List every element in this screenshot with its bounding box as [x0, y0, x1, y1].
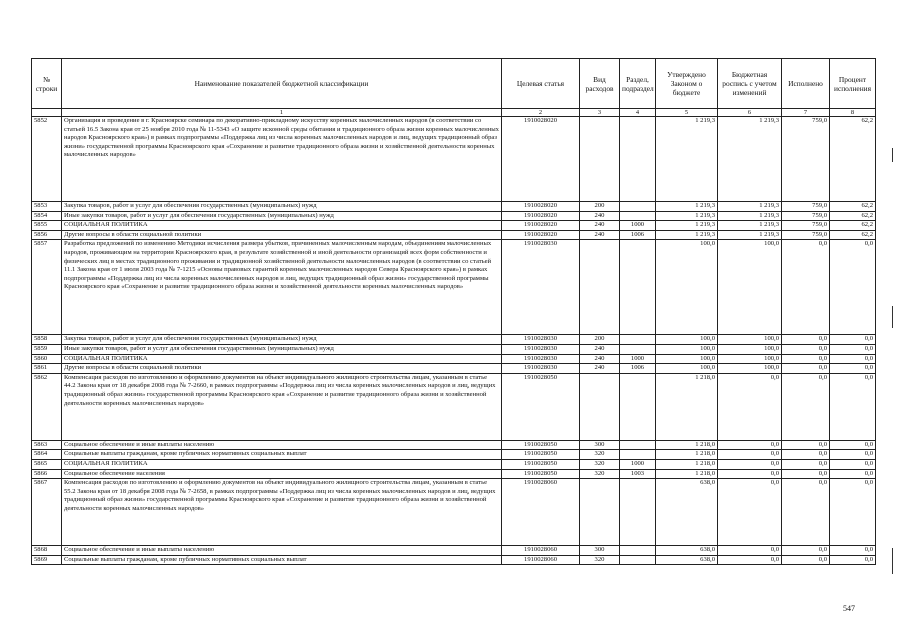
expense-kind: 300: [580, 440, 620, 450]
row-number: 5862: [32, 373, 62, 440]
row-number: 5858: [32, 335, 62, 345]
executed-amount: 0,0: [782, 546, 830, 556]
header-budget-list: Бюджетная роспись с учетом изменений: [718, 59, 782, 109]
percent-executed: 62,2: [830, 202, 876, 212]
row-name: Социальное обеспечение населения: [62, 469, 502, 479]
page-number: 547: [843, 604, 855, 613]
row-name: Закупка товаров, работ и услуг для обеспечения государственных (муниципальных) нужд: [62, 335, 502, 345]
target-article: 1910028050: [502, 440, 580, 450]
approved-amount: 638,0: [656, 546, 718, 556]
column-number: 6: [718, 109, 782, 117]
percent-executed: 0,0: [830, 373, 876, 440]
expense-kind: 300: [580, 546, 620, 556]
section-code: 1000: [620, 459, 656, 469]
expense-kind: 200: [580, 335, 620, 345]
target-article: 1910028030: [502, 335, 580, 345]
expense-kind: 240: [580, 364, 620, 374]
percent-executed: 0,0: [830, 459, 876, 469]
approved-amount: 1 218,0: [656, 450, 718, 460]
approved-amount: 1 218,0: [656, 440, 718, 450]
row-number: 5868: [32, 546, 62, 556]
header-approved: Утверждено Законом о бюджете: [656, 59, 718, 109]
budget-amount: 0,0: [718, 546, 782, 556]
approved-amount: 100,0: [656, 240, 718, 335]
section-code: 1006: [620, 230, 656, 240]
row-name: Организация и проведение в г. Красноярске семинара по декоративно-прикладному искусству коренных малочисленных народов (в соответствии со статьей 16.5 Закона края от 25 ноября 2010 года № 11-5343 «О защите исконной среды обитания и традиционного образа жизни коренных малочисленных народов Красноярского края») в рамках подпрограммы «Поддержка лиц из числа коренных малочисленных народов и лиц, ведущих традиционный образ жизни» государственной программы Красноярского края «Сохранение и развитие традиционного образа жизни и хозяйственной деятельности коренных малочисленных народов»: [62, 117, 502, 202]
approved-amount: 100,0: [656, 335, 718, 345]
budget-amount: 1 219,3: [718, 230, 782, 240]
approved-amount: 1 218,0: [656, 459, 718, 469]
table-row: [32, 354, 876, 364]
expense-kind: 240: [580, 221, 620, 231]
expense-kind: 320: [580, 555, 620, 565]
expense-kind: [580, 117, 620, 202]
budget-amount: 0,0: [718, 479, 782, 546]
table-row: [32, 440, 876, 450]
approved-amount: 1 218,0: [656, 373, 718, 440]
table-row: [32, 344, 876, 354]
row-name: Иные закупки товаров, работ и услуг для обеспечения государственных (муниципальных) нужд: [62, 344, 502, 354]
budget-amount: 100,0: [718, 364, 782, 374]
target-article: 1910028050: [502, 459, 580, 469]
percent-executed: 0,0: [830, 450, 876, 460]
header-target: Целевая статья: [502, 59, 580, 109]
target-article: 1910028030: [502, 364, 580, 374]
table-row: [32, 230, 876, 240]
budget-amount: 0,0: [718, 469, 782, 479]
percent-executed: 0,0: [830, 469, 876, 479]
approved-amount: 1 219,3: [656, 230, 718, 240]
scan-margin-mark: [892, 548, 893, 574]
target-article: 1910028020: [502, 117, 580, 202]
budget-amount: 1 219,3: [718, 221, 782, 231]
approved-amount: 1 219,3: [656, 211, 718, 221]
executed-amount: 0,0: [782, 373, 830, 440]
row-name: Другие вопросы в области социальной политики: [62, 230, 502, 240]
section-code: [620, 440, 656, 450]
percent-executed: 0,0: [830, 555, 876, 565]
section-code: [620, 344, 656, 354]
approved-amount: 1 219,3: [656, 202, 718, 212]
target-article: 1910028060: [502, 546, 580, 556]
header-kind: Вид расходов: [580, 59, 620, 109]
section-code: [620, 117, 656, 202]
percent-executed: 0,0: [830, 479, 876, 546]
approved-amount: 1 218,0: [656, 469, 718, 479]
executed-amount: 0,0: [782, 459, 830, 469]
row-name: Социальные выплаты гражданам, кроме публичных нормативных социальных выплат: [62, 555, 502, 565]
row-name: Социальные выплаты гражданам, кроме публичных нормативных социальных выплат: [62, 450, 502, 460]
row-name: Социальное обеспечение и иные выплаты населению: [62, 440, 502, 450]
row-number: 5854: [32, 211, 62, 221]
table-row: [32, 364, 876, 374]
approved-amount: 100,0: [656, 354, 718, 364]
approved-amount: 100,0: [656, 344, 718, 354]
percent-executed: 0,0: [830, 240, 876, 335]
row-name: СОЦИАЛЬНАЯ ПОЛИТИКА: [62, 459, 502, 469]
table-row: [32, 202, 876, 212]
section-code: [620, 211, 656, 221]
row-number: 5866: [32, 469, 62, 479]
row-name: Разработка предложений по изменению Методики исчисления размера убытков, причиненных малочисленным народам, объединениям малочисленных народов, проживающим на территории Красноярского края, в результате хозяйственной и иной деятельности организаций всех форм собственности и физических лиц в местах традиционного проживания и традиционной хозяйственной деятельности малочисленных народов (в соответствии со статьей 11.1 Закона края от 1 июля 2003 года № 7-1215 «Основы правовых гарантий коренных малочисленных народов Севера Красноярского края») в рамках подпрограммы «Поддержка лиц из числа коренных малочисленных народов и лиц, ведущих традиционный образ жизни» государственной программы Красноярского края «Сохранение и развитие традиционного образа жизни и хозяйственной деятельности коренных малочисленных народов»: [62, 240, 502, 335]
executed-amount: 759,0: [782, 211, 830, 221]
executed-amount: 759,0: [782, 230, 830, 240]
executed-amount: 759,0: [782, 202, 830, 212]
section-code: [620, 450, 656, 460]
row-number: 5859: [32, 344, 62, 354]
expense-kind: 320: [580, 450, 620, 460]
target-article: 1910028050: [502, 450, 580, 460]
header-executed: Исполнено: [782, 59, 830, 109]
section-code: [620, 240, 656, 335]
percent-executed: 0,0: [830, 546, 876, 556]
table-row: [32, 479, 876, 546]
executed-amount: 0,0: [782, 479, 830, 546]
section-code: [620, 202, 656, 212]
budget-amount: 1 219,3: [718, 202, 782, 212]
executed-amount: 0,0: [782, 335, 830, 345]
table-row: [32, 221, 876, 231]
section-code: [620, 555, 656, 565]
row-name: СОЦИАЛЬНАЯ ПОЛИТИКА: [62, 221, 502, 231]
table-row: [32, 373, 876, 440]
row-name: Закупка товаров, работ и услуг для обеспечения государственных (муниципальных) нужд: [62, 202, 502, 212]
expense-kind: 240: [580, 211, 620, 221]
expense-kind: 240: [580, 230, 620, 240]
executed-amount: 0,0: [782, 440, 830, 450]
expense-kind: 320: [580, 459, 620, 469]
row-number: 5853: [32, 202, 62, 212]
row-number: 5869: [32, 555, 62, 565]
target-article: 1910028030: [502, 344, 580, 354]
column-number: [32, 109, 62, 117]
row-name: Другие вопросы в области социальной политики: [62, 364, 502, 374]
executed-amount: 759,0: [782, 221, 830, 231]
budget-amount: 100,0: [718, 335, 782, 345]
table-row: [32, 240, 876, 335]
target-article: 1910028020: [502, 230, 580, 240]
expense-kind: 320: [580, 469, 620, 479]
budget-amount: 0,0: [718, 440, 782, 450]
percent-executed: 0,0: [830, 335, 876, 345]
section-code: 1000: [620, 221, 656, 231]
executed-amount: 0,0: [782, 555, 830, 565]
row-name: Компенсация расходов по изготовлению и оформлению документов на объект индивидуального жилищного строительства лицам, указанным в статье 55.2 Закона края от 18 декабря 2008 года № 7-2658, в рамках подпрограммы «Поддержка лиц из числа коренных малочисленных народов и лиц, ведущих традиционный образ жизни» государственной программы Красноярского края «Сохранение и развитие традиционного образа жизни и хозяйственной деятельности коренных малочисленных народов»: [62, 479, 502, 546]
approved-amount: 1 219,3: [656, 221, 718, 231]
column-number: 3: [580, 109, 620, 117]
executed-amount: 0,0: [782, 354, 830, 364]
expense-kind: 240: [580, 354, 620, 364]
budget-amount: 100,0: [718, 354, 782, 364]
target-article: 1910028030: [502, 354, 580, 364]
executed-amount: 0,0: [782, 364, 830, 374]
scan-margin-mark: [892, 148, 893, 162]
header-row-no: № строки: [32, 59, 62, 109]
table-row: [32, 450, 876, 460]
table-row: [32, 469, 876, 479]
column-number: 7: [782, 109, 830, 117]
row-number: 5865: [32, 459, 62, 469]
row-number: 5856: [32, 230, 62, 240]
table-row: [32, 211, 876, 221]
budget-amount: 100,0: [718, 344, 782, 354]
table-row: [32, 335, 876, 345]
percent-executed: 62,2: [830, 221, 876, 231]
percent-executed: 62,2: [830, 230, 876, 240]
budget-amount: 0,0: [718, 459, 782, 469]
approved-amount: 638,0: [656, 479, 718, 546]
row-name: Социальное обеспечение и иные выплаты населению: [62, 546, 502, 556]
percent-executed: 62,2: [830, 117, 876, 202]
budget-amount: 0,0: [718, 373, 782, 440]
row-number: 5867: [32, 479, 62, 546]
target-article: 1910028050: [502, 373, 580, 440]
executed-amount: 0,0: [782, 450, 830, 460]
column-number: 1: [62, 109, 502, 117]
executed-amount: 759,0: [782, 117, 830, 202]
approved-amount: 638,0: [656, 555, 718, 565]
budget-report-page: [31, 58, 875, 565]
target-article: 1910028020: [502, 221, 580, 231]
target-article: 1910028050: [502, 469, 580, 479]
section-code: [620, 335, 656, 345]
executed-amount: 0,0: [782, 344, 830, 354]
section-code: [620, 546, 656, 556]
table-row: [32, 546, 876, 556]
budget-amount: 100,0: [718, 240, 782, 335]
section-code: 1000: [620, 354, 656, 364]
column-number: 4: [620, 109, 656, 117]
target-article: 1910028030: [502, 240, 580, 335]
budget-amount: 0,0: [718, 555, 782, 565]
header-name: Наименование показателей бюджетной классификации: [62, 59, 502, 109]
column-number: 2: [502, 109, 580, 117]
header-section: Раздел, подраздел: [620, 59, 656, 109]
percent-executed: 0,0: [830, 354, 876, 364]
row-number: 5860: [32, 354, 62, 364]
row-number: 5855: [32, 221, 62, 231]
table-row: [32, 555, 876, 565]
approved-amount: 1 219,3: [656, 117, 718, 202]
percent-executed: 0,0: [830, 344, 876, 354]
expense-kind: [580, 479, 620, 546]
column-number: 8: [830, 109, 876, 117]
executed-amount: 0,0: [782, 240, 830, 335]
row-number: 5863: [32, 440, 62, 450]
expense-kind: [580, 240, 620, 335]
target-article: 1910028060: [502, 479, 580, 546]
expense-kind: [580, 373, 620, 440]
budget-amount: 1 219,3: [718, 117, 782, 202]
scan-margin-mark: [892, 306, 893, 328]
row-name: Иные закупки товаров, работ и услуг для обеспечения государственных (муниципальных) нужд: [62, 211, 502, 221]
table-row: [32, 117, 876, 202]
table-row: [32, 459, 876, 469]
budget-amount: 0,0: [718, 450, 782, 460]
section-code: [620, 479, 656, 546]
percent-executed: 0,0: [830, 364, 876, 374]
budget-table: [31, 58, 876, 565]
column-number: 5: [656, 109, 718, 117]
row-number: 5861: [32, 364, 62, 374]
section-code: [620, 373, 656, 440]
percent-executed: 0,0: [830, 440, 876, 450]
row-number: 5864: [32, 450, 62, 460]
target-article: 1910028060: [502, 555, 580, 565]
header-percent: Процент исполнения: [830, 59, 876, 109]
percent-executed: 62,2: [830, 211, 876, 221]
budget-amount: 1 219,3: [718, 211, 782, 221]
approved-amount: 100,0: [656, 364, 718, 374]
row-number: 5857: [32, 240, 62, 335]
section-code: 1003: [620, 469, 656, 479]
row-name: Компенсация расходов по изготовлению и оформлению документов на объект индивидуального жилищного строительства лицам, указанным в статье 44.2 Закона края от 18 декабря 2008 года № 7-2660, в рамках подпрограммы «Поддержка лиц из числа коренных малочисленных народов и лиц, ведущих традиционный образ жизни» государственной программы Красноярского края «Сохранение и развитие традиционного образа жизни и хозяйственной деятельности коренных малочисленных народов»: [62, 373, 502, 440]
row-name: СОЦИАЛЬНАЯ ПОЛИТИКА: [62, 354, 502, 364]
section-code: 1006: [620, 364, 656, 374]
target-article: 1910028020: [502, 202, 580, 212]
row-number: 5852: [32, 117, 62, 202]
expense-kind: 240: [580, 344, 620, 354]
target-article: 1910028020: [502, 211, 580, 221]
expense-kind: 200: [580, 202, 620, 212]
executed-amount: 0,0: [782, 469, 830, 479]
column-numbers-row: [32, 109, 876, 117]
